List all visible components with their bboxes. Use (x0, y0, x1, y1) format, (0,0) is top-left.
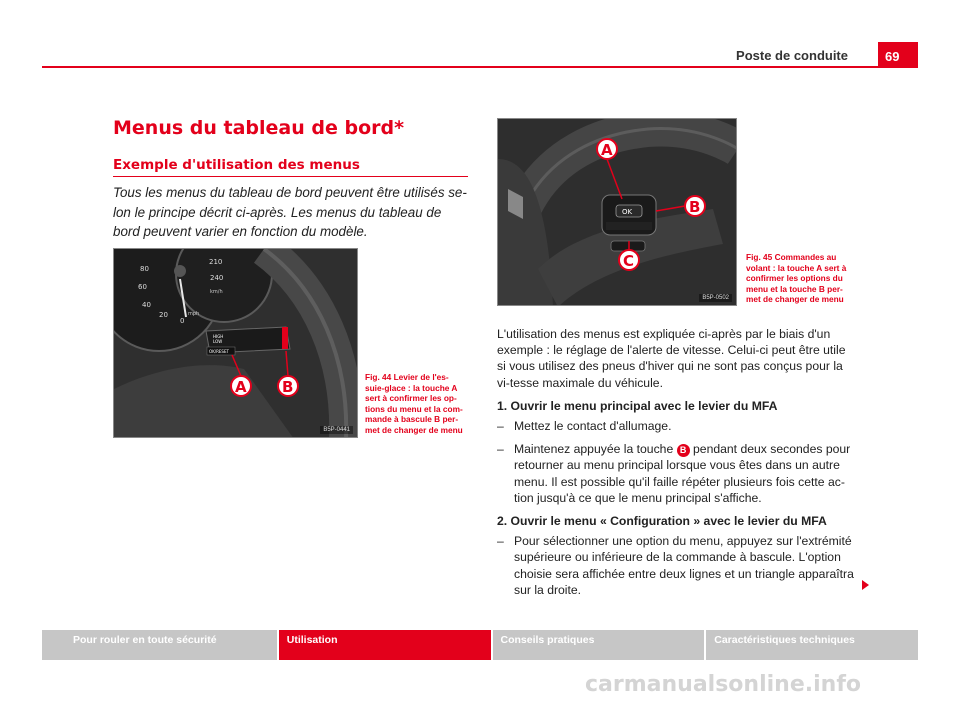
figure-44-caption (365, 372, 467, 436)
step-heading-2: 2. Ouvrir le menu « Configuration » avec le levier du MFA (497, 514, 827, 529)
gauge-tick: 240 (210, 274, 224, 282)
list-item (497, 418, 857, 434)
header-rule (42, 66, 918, 68)
figure-45-image (497, 118, 737, 306)
tab-pour-rouler[interactable]: Pour rouler en toute sécurité (42, 630, 277, 660)
watermark: carmanualsonline.info (585, 672, 861, 697)
figure-45-caption (746, 252, 858, 305)
body-text (497, 326, 857, 605)
figure-code: B5P-0502 (699, 294, 732, 302)
page-title: Menus du tableau de bord* (113, 117, 405, 139)
gauge-unit: km/h (210, 289, 223, 295)
stalk-label: LOW (213, 339, 223, 344)
caption-line: confirmer les options du (746, 273, 843, 284)
tab-caracteristiques[interactable]: Caractéristiques techniques (706, 630, 918, 660)
gauge-tick: 80 (140, 265, 149, 273)
page-number: 69 (878, 42, 918, 68)
gauge-unit: mph (188, 311, 200, 317)
callout-b: B (282, 378, 294, 396)
caption-line: tions du menu et la com- (365, 403, 463, 414)
ok-button-label: OK (622, 208, 633, 216)
caption-line: met de changer de menu (365, 424, 463, 435)
list-dash: – (497, 419, 504, 434)
gauge-tick: 0 (180, 317, 185, 325)
caption-line: volant : la touche A sert à (746, 262, 847, 273)
subtitle-rule (113, 176, 468, 177)
body-paragraph: L'utilisation des menus est expliquée ci-après par le biais d'un exemple : le réglage de l'alerte de vitesse. Celui-ci peut être utile si vous utilisez des pneus d'hiver qui ne sont pas conçus pour la vi-tesse maximale du véhicule. (497, 327, 846, 390)
footer-tabs (42, 630, 918, 660)
caption-line: suie-glace : la touche A (365, 382, 458, 393)
caption-line: met de changer de menu (746, 294, 844, 305)
callout-a: A (235, 378, 247, 396)
tab-conseils-pratiques[interactable]: Conseils pratiques (493, 630, 705, 660)
list-dash: – (497, 534, 504, 549)
list-item-text-start: Maintenez appuyée la touche (514, 442, 674, 457)
key-b-badge: B (677, 444, 690, 457)
gauge-tick: 40 (142, 301, 151, 309)
caption-line: menu et la touche B per- (746, 283, 843, 294)
list-item (497, 441, 857, 506)
step-heading-1: 1. Ouvrir le menu principal avec le levier du MFA (497, 398, 778, 413)
tab-utilisation[interactable]: Utilisation (279, 630, 491, 660)
gauge-tick: 60 (138, 283, 147, 291)
list-item-text: Pour sélectionner une option du menu, appuyez sur l'extrémité supérieure ou inférieure de la commande à bascule. L'option choisie sera affichée entre deux lignes et un triangle apparaîtra sur la droite. (514, 534, 854, 597)
section-subtitle: Exemple d'utilisation des menus (113, 157, 360, 173)
continue-arrow-icon (862, 580, 869, 590)
callout-c: C (623, 252, 635, 270)
callout-a: A (601, 141, 613, 159)
section-title: Poste de conduite (736, 48, 848, 63)
caption-line: Fig. 44 Levier de l'es- (365, 372, 449, 382)
figure-code: B5P-0441 (320, 426, 353, 434)
list-item-text (514, 441, 857, 506)
list-item-text: Mettez le contact d'allumage. (514, 419, 672, 434)
gauge-tick: 210 (209, 258, 223, 266)
list-dash: – (497, 442, 504, 457)
stalk-label: HIGH (213, 334, 224, 339)
gauge-tick: 20 (159, 311, 168, 319)
callout-b: B (689, 198, 701, 216)
caption-line: mande à bascule B per- (365, 414, 459, 425)
caption-line: Fig. 45 Commandes au (746, 252, 837, 262)
intro-paragraph: Tous les menus du tableau de bord peuvent être utilisés se-lon le principe décrit ci-après. Les menus du tableau de bord peuvent varier en fonction du modèle. (113, 185, 467, 239)
caption-line: sert à confirmer les op- (365, 393, 457, 404)
list-item (497, 533, 857, 598)
stalk-label: OK/RESET (209, 349, 229, 354)
figure-44-image (113, 248, 358, 438)
list-item-text-end: pendant deux secondes pour retourner au menu principal lorsque vous êtes dans un autre menu. Il est possible qu'il faille répéter plusieurs fois cette ac-tion jusqu'à ce que le menu principal s'affiche. (514, 442, 851, 505)
